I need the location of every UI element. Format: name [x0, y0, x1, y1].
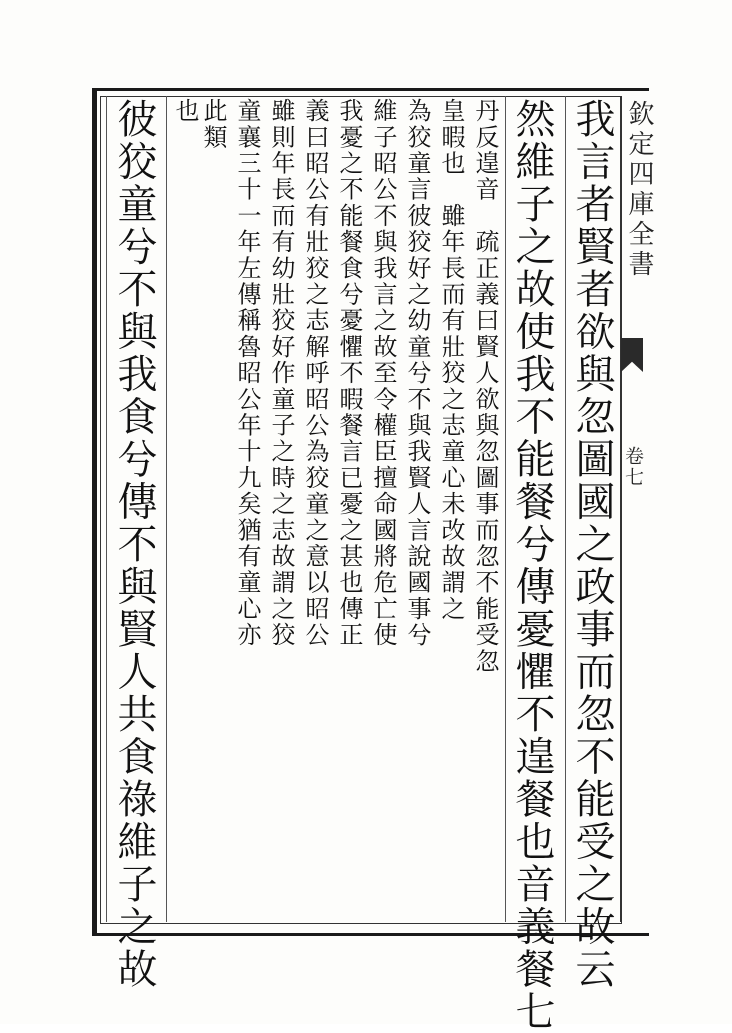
- column-rule: [505, 96, 506, 922]
- volume-label: 卷七: [622, 446, 644, 488]
- column-rule: [565, 96, 566, 922]
- text-column: 然維子之故使我不能餐兮傳憂懼不遑餐也音義餐七: [509, 98, 555, 1033]
- commentary-column: 義曰昭公有壯狡之志解呼昭公為狡童之意以昭公: [301, 98, 329, 649]
- text-column: 我言者賢者欲與忽圖國之政事而忽不能受之故云: [569, 98, 615, 991]
- commentary-column: 丹反遑音 疏正義曰賢人欲與忽圖事而忽不能受忽: [471, 98, 499, 675]
- commentary-column: 為狡童言彼狡好之幼童兮不與我賢人言說國事兮: [403, 98, 431, 649]
- column-rule: [106, 96, 107, 922]
- commentary-column: 維子昭公不與我言之故至令權臣擅命國將危亡使: [369, 98, 397, 649]
- book-title: 欽定四庫全書: [624, 100, 654, 280]
- commentary-column: 雖則年長而有幼壯狡好作童子之時之志故謂之狡: [267, 98, 295, 649]
- column-rule: [166, 96, 167, 922]
- commentary-column: 我憂之不能餐食兮憂懼不暇餐言已憂之甚也傳正: [335, 98, 363, 649]
- commentary-column: 也: [171, 98, 199, 125]
- text-column: 彼狡童兮不與我食兮傳不與賢人共食祿維子之故: [111, 98, 157, 991]
- commentary-column: 童襄三十一年左傳稱魯昭公年十九矣猶有童心亦: [233, 98, 261, 649]
- commentary-column: 此類: [199, 98, 227, 151]
- commentary-column: 皇暇也 雖年長而有壯狡之志童心未改故謂之: [437, 98, 465, 622]
